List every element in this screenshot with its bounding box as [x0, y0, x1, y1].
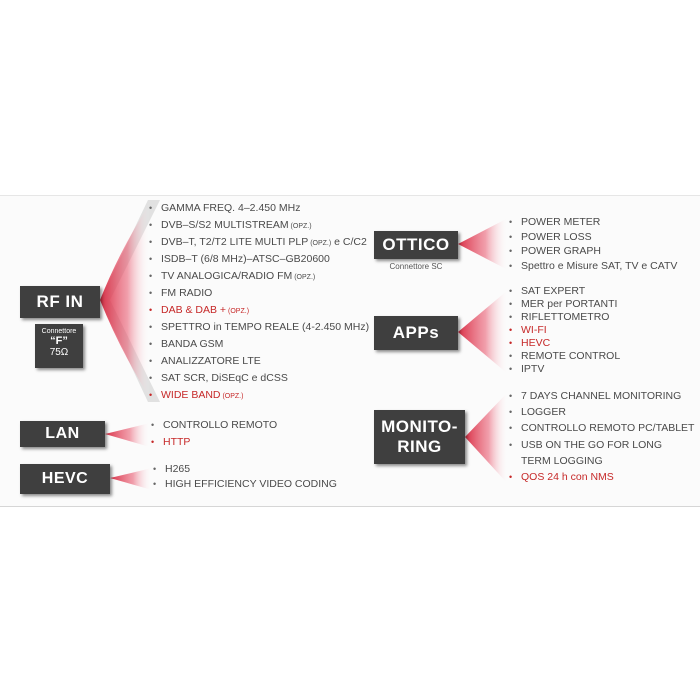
ottico-item: [509, 244, 677, 259]
lan-item: [151, 434, 277, 451]
lan-box: [20, 421, 105, 447]
hevc-item: [153, 462, 337, 477]
monitoring-item-text: QOS 24 h con NMS: [521, 470, 614, 483]
ottico-item-text: POWER LOSS: [521, 230, 592, 243]
lan-fan: [105, 423, 150, 447]
apps-item: [509, 363, 620, 376]
apps-item-text: SAT EXPERT: [521, 285, 586, 297]
ottico-fan: [458, 218, 508, 270]
ottico-item-text: Spettro e Misure SAT, TV e CATV: [521, 259, 678, 272]
rf_in-item-text: DAB & DAB +: [161, 304, 227, 316]
rf_in-item-text: ISDB–T (6/8 MHz)–ATSC–GB20600: [161, 253, 330, 265]
lan-list: [151, 417, 277, 451]
ottico-item: [509, 259, 677, 274]
apps-item-text: HEVC: [521, 337, 551, 349]
rf_in-item-note: (OPZ.): [292, 274, 316, 281]
ottico-box: [374, 231, 458, 259]
rf_in-item-text: BANDA GSM: [161, 338, 224, 350]
rf-in-fan-fill: [100, 203, 150, 398]
connector-label: Connettore: [41, 328, 77, 335]
ottico-item: [509, 215, 677, 230]
rf_in-item: [149, 319, 369, 336]
apps-item-text: REMOTE CONTROL: [521, 350, 621, 362]
rf_in-item: [149, 370, 369, 387]
ottico-sublabel: Connettore SC: [389, 262, 443, 271]
ottico-item-text: POWER METER: [521, 216, 601, 228]
monitoring-item: [509, 453, 694, 469]
rf_in-item-text: SAT SCR, DiSEqC e dCSS: [161, 372, 288, 384]
rf_in-item-text: WIDE BAND: [161, 389, 221, 401]
connector-type: “F”: [50, 335, 68, 347]
monitoring-item: [509, 469, 694, 485]
rf_in-item-note: (OPZ.): [288, 223, 312, 230]
monitoring-box: [374, 410, 465, 464]
rf_in-item-text: DVB–S/S2 MULTISTREAM: [161, 219, 289, 231]
monitoring-item-text: LOGGER: [521, 406, 566, 419]
rf_in-item: [149, 217, 369, 234]
apps-box: [374, 316, 458, 350]
rf_in-item-text: ANALIZZATORE LTE: [161, 355, 261, 367]
rf_in-item-text: DVB–T, T2/T2 LITE MULTI PLP: [161, 236, 309, 248]
rf_in-item: [149, 387, 369, 404]
monitoring-item: [509, 388, 694, 404]
rf_in-item-text: SPETTRO in TEMPO REALE (4-2.450 MHz): [161, 321, 370, 333]
rf_in-item: [149, 285, 369, 302]
monitoring-item: [509, 420, 694, 436]
apps-item-text: MER per PORTANTI: [521, 298, 618, 310]
apps-item-text: WI-FI: [521, 324, 547, 336]
lan-item-text: CONTROLLO REMOTO: [163, 419, 278, 431]
apps-item: [509, 324, 620, 337]
ottico-item-text: POWER GRAPH: [521, 245, 601, 257]
monitoring-item: [509, 404, 694, 420]
hevc-item-text: H265: [165, 463, 191, 475]
hevc-item: [153, 477, 337, 492]
apps-item: [509, 311, 620, 324]
hevc-item-text: HIGH EFFICIENCY VIDEO CODING: [165, 478, 337, 490]
monitoring-fan: [465, 392, 508, 484]
apps-fan: [458, 290, 508, 374]
connector-f-box: [35, 324, 83, 368]
rf_in-item: [149, 336, 369, 353]
lan-item: [151, 417, 277, 434]
connector-impedance: 75Ω: [49, 347, 69, 358]
rf_in-item-text: TV ANALOGICA/RADIO FM: [161, 270, 293, 282]
apps-item-text: IPTV: [521, 363, 545, 375]
rf_in-item: [149, 302, 369, 319]
ottico-list: [509, 215, 677, 273]
rf-in-title: RF IN: [36, 292, 84, 311]
monitoring-item-text: USB ON THE GO FOR LONG: [521, 438, 662, 451]
apps-item: [509, 337, 620, 350]
apps-list: [509, 285, 620, 376]
lan-title: LAN: [45, 425, 80, 442]
rf-in-box: [20, 286, 100, 318]
monitoring-title-line1: MONITO-: [381, 417, 458, 436]
hevc-fan: [110, 468, 152, 490]
apps-item: [509, 285, 620, 298]
monitoring-item-text: TERM LOGGING: [521, 454, 603, 467]
rf_in-item-note: (OPZ.): [226, 308, 250, 315]
ottico-title: OTTICO: [382, 235, 450, 254]
rf_in-item-note: (OPZ.): [308, 240, 332, 247]
rf_in-item: [149, 234, 369, 251]
hevc-box: [20, 464, 110, 494]
monitoring-item-text: 7 DAYS CHANNEL MONITORING: [521, 390, 682, 402]
rf_in-item-tail: e C/C2: [331, 236, 367, 248]
rf_in-item: [149, 268, 369, 285]
rf_in-item: [149, 200, 369, 217]
monitoring-list: [509, 388, 694, 485]
rf-in-list: [149, 200, 369, 404]
monitoring-item: [509, 437, 694, 453]
apps-title: APPs: [392, 323, 440, 342]
rf_in-item-note: (OPZ.): [220, 393, 244, 400]
apps-item: [509, 298, 620, 311]
apps-item-text: RIFLETTOMETRO: [521, 311, 610, 323]
lan-item-text: HTTP: [163, 436, 191, 448]
hevc-list: [153, 462, 337, 492]
apps-item: [509, 350, 620, 363]
rf_in-item: [149, 353, 369, 370]
hevc-title: HEVC: [41, 470, 89, 487]
rf_in-item: [149, 251, 369, 268]
rf_in-item-text: FM RADIO: [161, 287, 213, 299]
monitoring-title-line2: RING: [397, 437, 442, 456]
ottico-item: [509, 230, 677, 245]
rf_in-item-text: GAMMA FREQ. 4–2.450 MHz: [161, 202, 301, 214]
monitoring-item-text: CONTROLLO REMOTO PC/TABLET: [521, 422, 695, 435]
